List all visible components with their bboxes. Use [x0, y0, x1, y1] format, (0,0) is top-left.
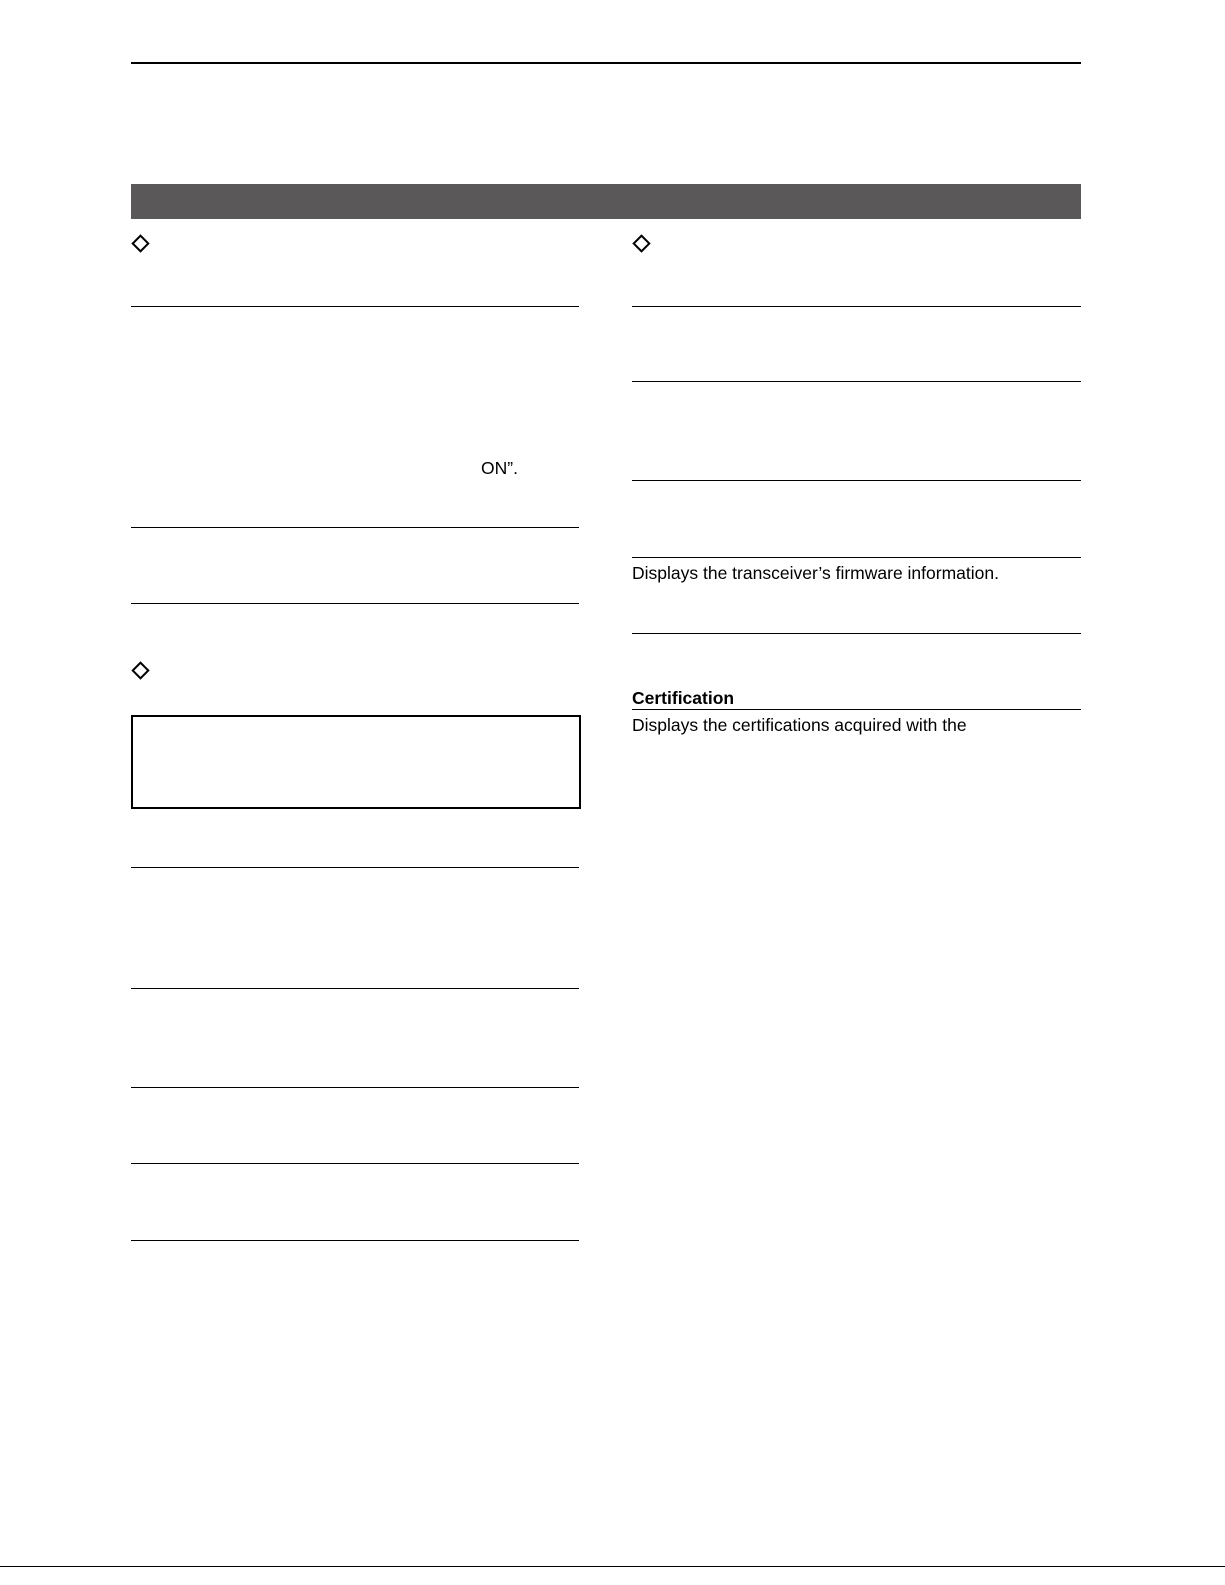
certification-heading: Certification	[632, 688, 735, 708]
notice-box	[131, 715, 581, 809]
item-divider	[131, 306, 579, 307]
diamond-outline-icon	[632, 234, 650, 252]
setting-value-fragment: ON”.	[481, 458, 518, 478]
item-divider	[632, 480, 1081, 481]
item-divider	[131, 1087, 579, 1088]
firmware-description: Displays the transceiver’s firmware information.	[632, 563, 999, 583]
item-divider	[131, 867, 579, 868]
item-divider	[131, 603, 579, 604]
item-divider	[131, 1163, 579, 1164]
footer-rule	[0, 1566, 1225, 1567]
item-divider	[131, 527, 579, 528]
item-divider	[131, 1240, 579, 1241]
header-rule	[131, 62, 1081, 64]
item-divider	[632, 557, 1081, 558]
item-divider	[131, 988, 579, 989]
item-divider	[632, 633, 1081, 634]
item-divider	[632, 306, 1081, 307]
item-divider	[632, 381, 1081, 382]
diamond-outline-icon	[131, 661, 149, 679]
diamond-outline-icon	[131, 234, 149, 252]
item-divider	[632, 709, 1081, 710]
section-title-bar	[131, 184, 1081, 219]
certification-description: Displays the certifications acquired with the	[632, 715, 967, 735]
